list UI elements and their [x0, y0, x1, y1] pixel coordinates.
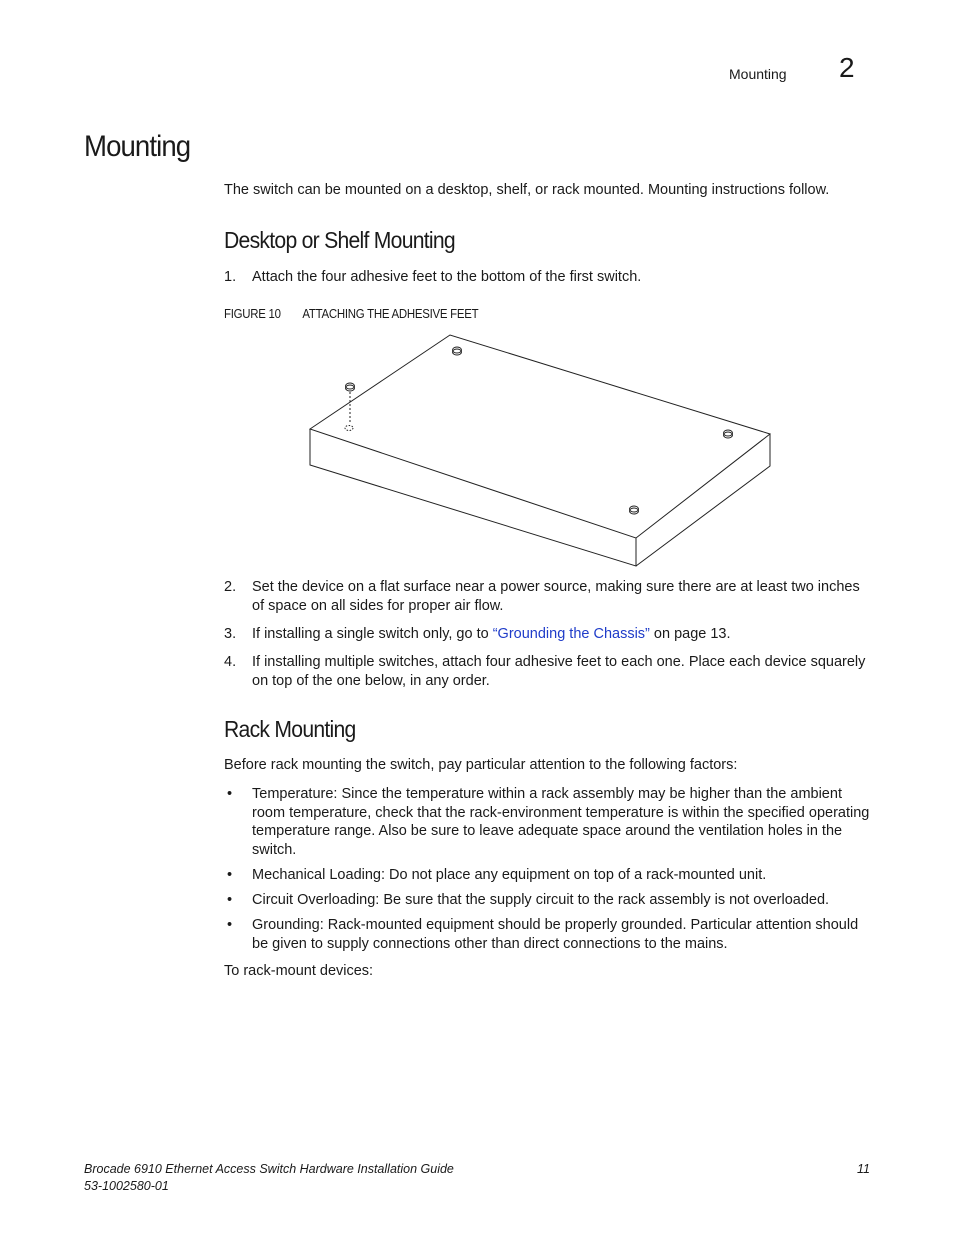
- chapter-number: 2: [839, 52, 855, 83]
- adhesive-feet-illustration: [300, 330, 780, 575]
- bullet-item: [224, 891, 874, 910]
- step-text: Attach the four adhesive feet to the bottom of the first switch.: [252, 269, 642, 285]
- bullet-icon: •: [227, 892, 233, 908]
- step-number: 1.: [224, 269, 237, 285]
- bullet-icon: •: [227, 917, 233, 933]
- step-text-post: on page 13.: [649, 626, 731, 642]
- switch-right-edge: [636, 434, 770, 566]
- step-text: [252, 625, 874, 644]
- switch-left-edge: [310, 429, 636, 566]
- intro-paragraph: The switch can be mounted on a desktop, shelf, or rack mounted. Mounting instructions follow.: [224, 182, 830, 198]
- step-3: [224, 625, 874, 644]
- bullet-text: Mechanical Loading: Do not place any equipment on top of a rack-mounted unit.: [252, 867, 767, 883]
- figure-caption: [224, 306, 478, 321]
- foot-placement-mark: [345, 426, 353, 431]
- section-heading-rack: Rack Mounting: [224, 716, 356, 742]
- step-number: 2.: [224, 579, 237, 595]
- step-text: If installing multiple switches, attach four adhesive feet to each one. Place each device squarely on top of the one below, in any order.: [252, 654, 866, 689]
- bullet-icon: •: [227, 786, 233, 802]
- step-number: 4.: [224, 654, 237, 670]
- figure-label: FIGURE 10: [224, 306, 281, 321]
- step-2: [224, 578, 874, 615]
- section-heading-desktop: Desktop or Shelf Mounting: [224, 227, 455, 253]
- bullet-icon: •: [227, 867, 233, 883]
- bullet-text: Temperature: Since the temperature within a rack assembly may be higher than the ambient room temperature, check that the rack-environment temperature is within the specified operating temperature range. Also be sure to leave adequate space around the ventilation holes in the switch.: [252, 786, 870, 858]
- step-number: 3.: [224, 626, 237, 642]
- step-1: [224, 268, 874, 287]
- bullet-item: [224, 866, 874, 885]
- grounding-chassis-link[interactable]: “Grounding the Chassis”: [492, 626, 650, 642]
- rack-outro: To rack-mount devices:: [224, 963, 374, 979]
- bullet-text: Grounding: Rack-mounted equipment should be properly grounded. Particular attention should be given to supply connections other than direct connections to the mains.: [252, 917, 859, 952]
- page-title: Mounting: [84, 130, 191, 163]
- rack-intro: Before rack mounting the switch, pay particular attention to the following factors:: [224, 757, 738, 773]
- footer-page-number: 11: [857, 1162, 870, 1176]
- bullet-item: [224, 916, 874, 953]
- footer-doc-title: Brocade 6910 Ethernet Access Switch Hardware Installation Guide: [84, 1162, 454, 1176]
- footer-doc-code: 53-1002580-01: [84, 1179, 169, 1193]
- switch-top-face: [310, 335, 770, 538]
- step-text: Set the device on a flat surface near a power source, making sure there are at least two inches of space on all sides for proper air flow.: [252, 579, 860, 614]
- bullet-text: Circuit Overloading: Be sure that the supply circuit to the rack assembly is not overloaded.: [252, 892, 830, 908]
- step-4: [224, 653, 874, 690]
- step-text-pre: If installing a single switch only, go to: [252, 626, 493, 642]
- figure-title: ATTACHING THE ADHESIVE FEET: [302, 306, 479, 321]
- bullet-item: [224, 785, 874, 859]
- running-header-section: Mounting: [729, 66, 787, 82]
